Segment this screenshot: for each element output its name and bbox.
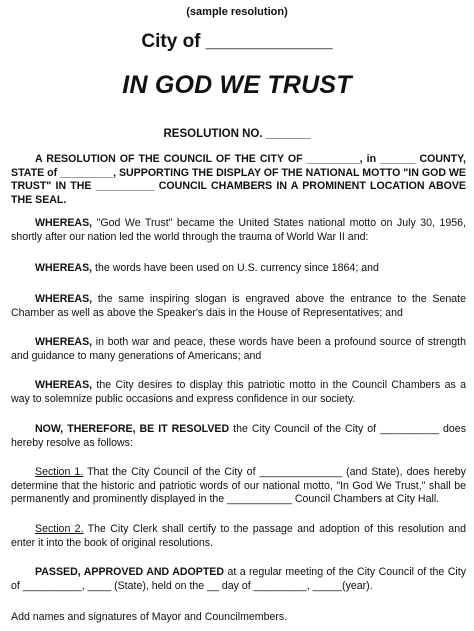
passed-label: PASSED, APPROVED AND ADOPTED [35,566,225,578]
whereas-text-1: "God We Trust" became the United States national motto on July 30, 1956, shortly after our nation led the world through the trauma of World War II and: [11,217,466,243]
whereas-text-5: the City desires to display this patriotic motto in the Council Chambers as a way to solemnize public occasions and express confidence in our society. [11,379,466,405]
section-2-paragraph [11,523,466,550]
resolved-text: the City Council of the City of __________ does hereby resolve as follows: [11,423,466,449]
whereas-text-3: the same inspiring slogan is engraved above the entrance to the Senate Chamber as well as above the Speaker's dais in the House of Representatives; and [11,293,466,319]
section-2-text: The City Clerk shall certify to the passage and adoption of this resolution and enter it into the book of original resolutions. [11,523,466,549]
whereas-label: WHEREAS, [35,336,93,348]
section-1-text: That the City Council of the City of ______________ (and State), does hereby determine that the historic and patriotic words of our national motto, "In God We Trust," shall be permanently and prominently displayed in the ___________ Council Chambers at City Hall. [11,466,466,506]
resolution-title-block: A RESOLUTION OF THE COUNCIL OF THE CITY OF _________, in ______ COUNTY, STATE of _________, SUPPORTING THE DISPLAY OF THE NATIONAL MOTTO "IN GOD WE TRUST" IN THE __________ COUNCIL CHAMBERS IN A PROMINENT LOCATION ABOVE THE SEAL. [11,153,466,206]
whereas-paragraph-3 [11,293,466,320]
section-1-paragraph [11,466,466,507]
whereas-paragraph-5 [11,379,466,406]
whereas-text-4: in both war and peace, these words have been a profound source of strength and guidance to many generations of Americans; and [11,336,466,362]
passed-paragraph [11,566,466,593]
whereas-label: WHEREAS, [35,293,93,305]
resolution-number: RESOLUTION NO. _______ [163,128,311,140]
whereas-label: WHEREAS, [35,262,93,274]
whereas-paragraph-2 [11,262,466,276]
motto-title: IN GOD WE TRUST [122,71,352,99]
city-line: City of ____________ [141,31,333,52]
section-1-label: Section 1. [35,466,84,478]
whereas-label: WHEREAS, [35,379,93,391]
whereas-label: WHEREAS, [35,217,93,229]
passed-text: at a regular meeting of the City Council of the City of __________, ____ (State), held on the __ day of _________, _____(year). [11,566,466,592]
whereas-paragraph-4 [11,336,466,363]
whereas-text-2: the words have been used on U.S. currency since 1864; and [92,262,379,274]
footer-note: Add names and signatures of Mayor and Councilmembers. [11,611,288,623]
whereas-paragraph-1 [11,217,466,244]
resolved-label: NOW, THEREFORE, BE IT RESOLVED [35,423,230,435]
resolved-paragraph [11,423,466,450]
section-2-label: Section 2. [35,523,84,535]
sample-note: (sample resolution) [186,6,288,18]
